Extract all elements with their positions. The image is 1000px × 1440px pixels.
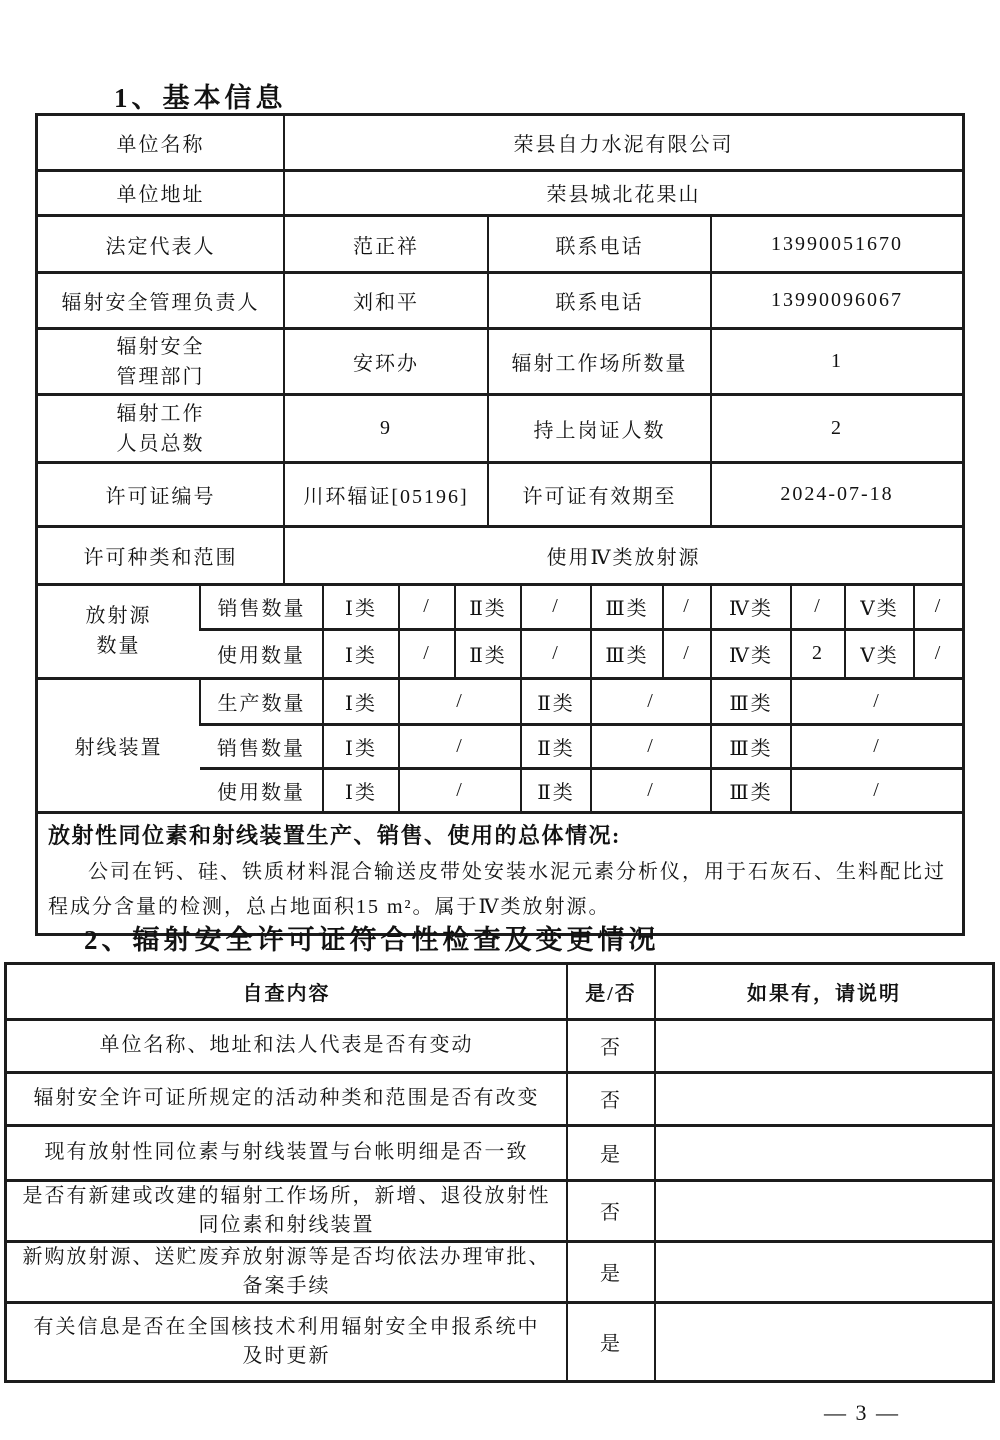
source-group-label bbox=[38, 584, 200, 677]
source-sale-class5-value: / bbox=[914, 584, 962, 629]
safety-manager-label: 辐射安全管理负责人 bbox=[38, 273, 284, 329]
source-use-label: 使用数量 bbox=[200, 629, 323, 677]
source-sale-class2-value: / bbox=[521, 584, 591, 629]
device-produce-class3-value: / bbox=[791, 679, 962, 725]
device-sale-label: 销售数量 bbox=[200, 725, 323, 769]
check-question-4-line2: 同位素和射线装置 bbox=[198, 1213, 375, 1236]
legal-rep-label: 法定代表人 bbox=[38, 216, 284, 273]
class-5-label: Ⅴ类 bbox=[845, 629, 914, 677]
check-answer-6: 是 bbox=[567, 1302, 655, 1380]
source-sale-class4-value: / bbox=[791, 584, 845, 629]
class-3-label: Ⅲ类 bbox=[711, 725, 791, 769]
class-2-label: Ⅱ类 bbox=[521, 679, 591, 725]
device-group-label: 射线装置 bbox=[38, 679, 200, 811]
source-count-table bbox=[38, 583, 962, 678]
class-2-label: Ⅱ类 bbox=[521, 769, 591, 811]
class-3-label: Ⅲ类 bbox=[711, 769, 791, 811]
check-note-4 bbox=[655, 1180, 992, 1241]
check-question-3-line1: 现有放射性同位素与射线装置与台帐明细是否一致 bbox=[44, 1141, 529, 1163]
safety-dept-label-line1: 辐射安全 bbox=[116, 335, 205, 358]
unit-address-label: 单位地址 bbox=[38, 170, 284, 214]
basic-info-band-a bbox=[38, 116, 962, 214]
device-produce-class2-value: / bbox=[591, 679, 711, 725]
class-3-label: Ⅲ类 bbox=[591, 629, 663, 677]
source-group-label-line2: 数量 bbox=[96, 635, 141, 658]
phone1-value: 13990051670 bbox=[711, 216, 962, 273]
summary-block bbox=[38, 811, 962, 933]
check-question-5 bbox=[7, 1241, 567, 1302]
class-4-label: Ⅳ类 bbox=[711, 584, 791, 629]
class-1-label: Ⅰ类 bbox=[323, 584, 399, 629]
class-1-label: Ⅰ类 bbox=[323, 725, 399, 769]
phone2-label: 联系电话 bbox=[488, 273, 711, 329]
check-question-5-line2: 备案手续 bbox=[242, 1274, 331, 1297]
check-answer-5: 是 bbox=[567, 1241, 655, 1302]
check-question-2-line1: 辐射安全许可证所规定的活动种类和范围是否有改变 bbox=[33, 1087, 540, 1109]
source-use-class4-value: 2 bbox=[791, 629, 845, 677]
device-use-class1-value: / bbox=[399, 769, 521, 811]
device-use-class3-value: / bbox=[791, 769, 962, 811]
basic-info-table bbox=[35, 113, 965, 936]
source-use-class1-value: / bbox=[399, 629, 455, 677]
device-produce-class1-value: / bbox=[399, 679, 521, 725]
self-check-grid bbox=[7, 965, 992, 1380]
safety-dept-label-line2: 管理部门 bbox=[116, 365, 205, 388]
radiation-staff-label bbox=[38, 395, 284, 463]
section1-title: 1、基本信息 bbox=[114, 83, 287, 113]
legal-rep-value: 范正祥 bbox=[284, 216, 488, 273]
phone1-label: 联系电话 bbox=[488, 216, 711, 273]
class-4-label: Ⅳ类 bbox=[711, 629, 791, 677]
check-question-3 bbox=[7, 1125, 567, 1180]
unit-address-value: 荣县城北花果山 bbox=[284, 170, 962, 214]
header-yes-no: 是/否 bbox=[567, 965, 655, 1019]
summary-heading: 放射性同位素和射线装置生产、销售、使用的总体情况: bbox=[48, 822, 621, 848]
page-number: — 3 — bbox=[824, 1400, 900, 1425]
class-3-label: Ⅲ类 bbox=[711, 679, 791, 725]
unit-name-label: 单位名称 bbox=[116, 133, 205, 156]
check-note-6 bbox=[655, 1302, 992, 1380]
source-use-class3-value: / bbox=[663, 629, 711, 677]
unit-name-value: 荣县自力水泥有限公司 bbox=[284, 116, 962, 170]
source-group-label-line1: 放射源 bbox=[85, 605, 152, 628]
check-question-1 bbox=[7, 1019, 567, 1072]
class-2-label: Ⅱ类 bbox=[455, 584, 521, 629]
class-1-label: Ⅰ类 bbox=[323, 629, 399, 677]
radiation-staff-label-line2: 人员总数 bbox=[116, 432, 205, 455]
check-answer-4: 否 bbox=[567, 1180, 655, 1241]
summary-body: 公司在钙、硅、铁质材料混合输送皮带处安装水泥元素分析仪，用于石灰石、生料配比过程成分含量的检测，总占地面积15 m²。属于Ⅳ类放射源。 bbox=[48, 860, 946, 918]
device-use-label: 使用数量 bbox=[200, 769, 323, 811]
check-answer-1: 否 bbox=[567, 1019, 655, 1072]
class-2-label: Ⅱ类 bbox=[455, 629, 521, 677]
check-answer-2: 否 bbox=[567, 1072, 655, 1125]
basic-info-band-b bbox=[38, 214, 962, 583]
check-note-2 bbox=[655, 1072, 992, 1125]
phone2-value: 13990096067 bbox=[711, 273, 962, 329]
license-valid-label: 许可证有效期至 bbox=[488, 463, 711, 527]
header-note: 如果有，请说明 bbox=[655, 965, 992, 1019]
check-note-3 bbox=[655, 1125, 992, 1180]
license-scope-value: 使用Ⅳ类放射源 bbox=[284, 527, 962, 583]
check-answer-3: 是 bbox=[567, 1125, 655, 1180]
radiation-staff-value: 9 bbox=[284, 395, 488, 463]
check-question-5-line1: 新购放射源、送贮废弃放射源等是否均依法办理审批、 bbox=[22, 1245, 551, 1268]
class-2-label: Ⅱ类 bbox=[521, 725, 591, 769]
device-count-table bbox=[38, 677, 962, 811]
device-use-class2-value: / bbox=[591, 769, 711, 811]
safety-dept-value: 安环办 bbox=[284, 329, 488, 395]
device-produce-label: 生产数量 bbox=[200, 679, 323, 725]
class-5-label: Ⅴ类 bbox=[845, 584, 914, 629]
class-1-label: Ⅰ类 bbox=[323, 679, 399, 725]
license-no-label: 许可证编号 bbox=[38, 463, 284, 527]
check-note-1 bbox=[655, 1019, 992, 1072]
check-question-2 bbox=[7, 1072, 567, 1125]
section2-title: 2、辐射安全许可证符合性检查及变更情况 bbox=[84, 925, 660, 955]
check-question-6-line1: 有关信息是否在全国核技术利用辐射安全申报系统中 bbox=[33, 1315, 540, 1338]
self-check-table bbox=[4, 962, 995, 1383]
check-question-6-line2: 及时更新 bbox=[242, 1344, 331, 1367]
license-scope-label: 许可种类和范围 bbox=[38, 527, 284, 583]
header-check-content: 自查内容 bbox=[242, 982, 331, 1005]
class-3-label: Ⅲ类 bbox=[591, 584, 663, 629]
check-question-1-line1: 单位名称、地址和法人代表是否有变动 bbox=[99, 1034, 474, 1056]
cert-holders-label: 持上岗证人数 bbox=[488, 395, 711, 463]
safety-dept-label bbox=[38, 329, 284, 395]
device-sale-class2-value: / bbox=[591, 725, 711, 769]
workplace-count-label: 辐射工作场所数量 bbox=[488, 329, 711, 395]
safety-manager-value: 刘和平 bbox=[284, 273, 488, 329]
device-sale-class3-value: / bbox=[791, 725, 962, 769]
workplace-count-value: 1 bbox=[711, 329, 962, 395]
source-use-class2-value: / bbox=[521, 629, 591, 677]
source-sale-label: 销售数量 bbox=[200, 584, 323, 629]
check-question-4-line1: 是否有新建或改建的辐射工作场所，新增、退役放射性 bbox=[22, 1184, 551, 1207]
source-use-class5-value: / bbox=[914, 629, 962, 677]
license-no-value: 川环辐证[05196] bbox=[284, 463, 488, 527]
check-question-4 bbox=[7, 1180, 567, 1241]
class-1-label: Ⅰ类 bbox=[323, 769, 399, 811]
source-sale-class3-value: / bbox=[663, 584, 711, 629]
source-sale-class1-value: / bbox=[399, 584, 455, 629]
cert-holders-value: 2 bbox=[711, 395, 962, 463]
check-note-5 bbox=[655, 1241, 992, 1302]
license-valid-value: 2024-07-18 bbox=[711, 463, 962, 527]
radiation-staff-label-line1: 辐射工作 bbox=[116, 402, 205, 425]
device-sale-class1-value: / bbox=[399, 725, 521, 769]
check-question-6 bbox=[7, 1302, 567, 1380]
